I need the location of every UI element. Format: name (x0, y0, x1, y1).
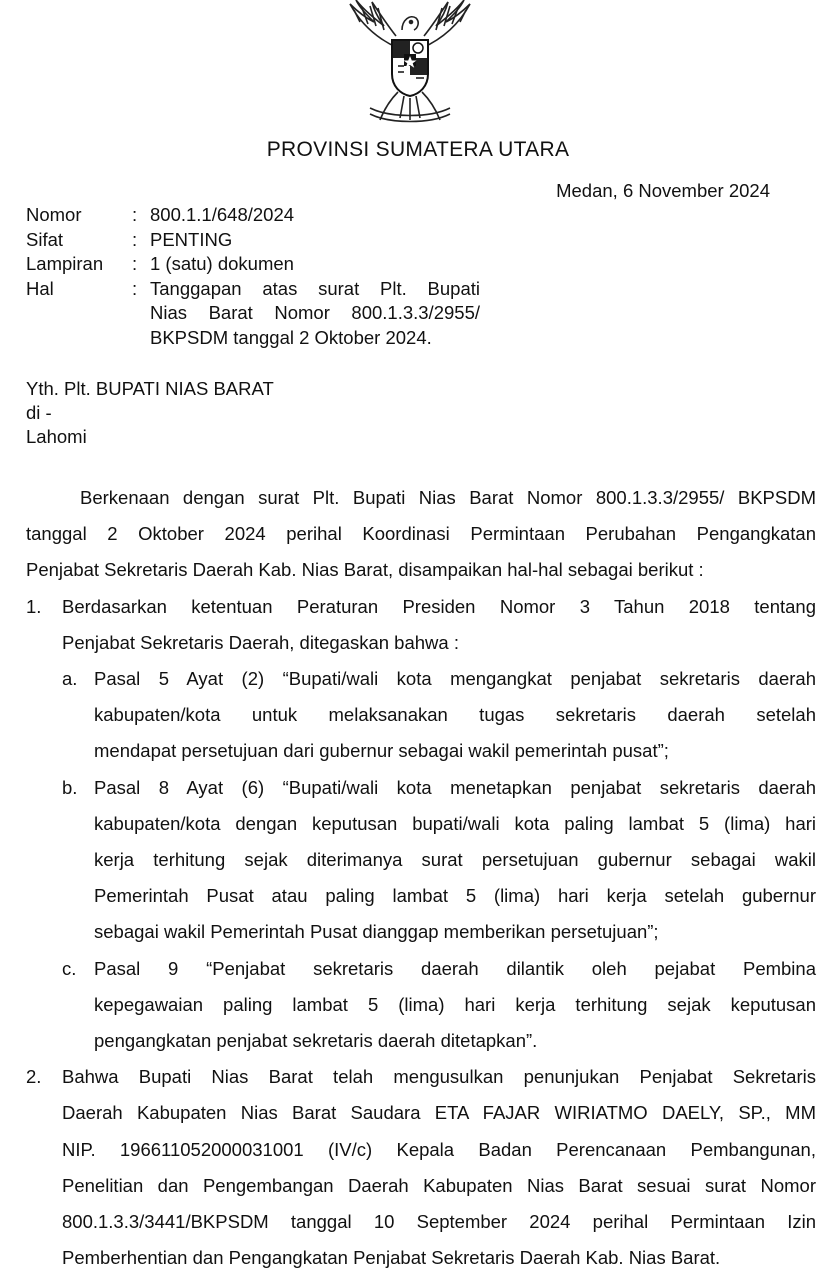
sub-line: Pasal 5 Ayat (2) “Bupati/wali kota mengangkat penjabat sekretaris daerah (94, 668, 816, 690)
meta-value-hal (150, 277, 480, 351)
item-line: 800.1.3.3/3441/BKPSDM tanggal 10 September 2024 perihal Permintaan Izin (62, 1211, 816, 1233)
meta-label-nomor: Nomor (26, 204, 82, 225)
list-marker: 2. (26, 1066, 42, 1088)
sub-line: sebagai wakil Pemerintah Pusat dianggap memberikan persetujuan”; (94, 921, 659, 943)
sub-marker: b. (62, 776, 78, 798)
item-line: Pemberhentian dan Pengangkatan Penjabat Sekretaris Daerah Kab. Nias Barat. (62, 1247, 721, 1269)
sub-item-a (62, 661, 816, 770)
meta-label-hal: Hal (26, 277, 54, 299)
list-item-1 (26, 589, 816, 1060)
list-marker: 1. (26, 595, 42, 617)
item-line: Penjabat Sekretaris Daerah, ditegaskan bahwa : (62, 631, 459, 653)
meta-value-nomor: 800.1.1/648/2024 (150, 204, 295, 225)
meta-label-lampiran: Lampiran (26, 253, 104, 274)
list-item-1-content (62, 589, 816, 1060)
letter-body (26, 480, 816, 1276)
item-line: Daerah Kabupaten Nias Barat Saudara ETA FAJAR WIRIATMO DAELY, SP., MM (62, 1102, 816, 1124)
sub-marker: a. (62, 668, 78, 690)
item-line: Berdasarkan ketentuan Peraturan Presiden Nomor 3 Tahun 2018 tentang (62, 595, 816, 617)
sub-line: kepegawaian paling lambat 5 (lima) hari kerja terhitung sejak keputusan (94, 993, 816, 1015)
addressee-di: di - (26, 402, 52, 423)
intro-paragraph (26, 480, 816, 589)
letter-meta (26, 203, 480, 350)
meta-colon: : (132, 228, 138, 250)
meta-row-sifat (26, 228, 480, 253)
sub-item-a-content (94, 661, 816, 770)
list-item-2-content (62, 1059, 816, 1276)
intro-line: Berkenaan dengan surat Plt. Bupati Nias Barat Nomor 800.1.3.3/2955/ BKPSDM (80, 487, 816, 508)
sub-item-b (62, 770, 816, 951)
sub-line: kabupaten/kota untuk melaksanakan tugas sekretaris daerah setelah (94, 704, 816, 726)
list-item-2 (26, 1059, 816, 1276)
sub-line: Pasal 8 Ayat (6) “Bupati/wali kota menetapkan penjabat sekretaris daerah (94, 776, 816, 798)
meta-row-nomor (26, 203, 480, 228)
hal-line: BKPSDM tanggal 2 Oktober 2024. (150, 326, 432, 348)
sub-item-c (62, 951, 816, 1060)
item-line: Bahwa Bupati Nias Barat telah mengusulkan penunjukan Penjabat Sekretaris (62, 1066, 816, 1088)
item-line: NIP. 196611052000031001 (IV/c) Kepala Badan Perencanaan Pembangunan, (62, 1138, 816, 1160)
intro-line: Penjabat Sekretaris Daerah Kab. Nias Barat, disampaikan hal-hal sebagai berikut : (26, 559, 704, 581)
sub-line: kerja terhitung sejak diterimanya surat persetujuan gubernur sebagai wakil (94, 849, 816, 871)
sub-line: kabupaten/kota dengan keputusan bupati/wali kota paling lambat 5 (lima) hari (94, 812, 816, 834)
meta-value-lampiran: 1 (satu) dokumen (150, 253, 294, 274)
meta-label-sifat: Sifat (26, 228, 64, 250)
addressee-name: Yth. Plt. BUPATI NIAS BARAT (26, 378, 274, 399)
addressee-block (26, 377, 274, 449)
sub-marker: c. (62, 957, 77, 979)
meta-row-lampiran (26, 252, 480, 277)
sub-line: Pemerintah Pusat atau paling lambat 5 (lima) hari kerja setelah gubernur (94, 885, 816, 907)
letter-date: Medan, 6 November 2024 (556, 180, 770, 201)
sub-line: mendapat persetujuan dari gubernur sebagai wakil pemerintah pusat”; (94, 740, 669, 762)
meta-row-hal (26, 277, 480, 351)
province-heading: PROVINSI SUMATERA UTARA (266, 138, 570, 161)
sub-line: Pasal 9 “Penjabat sekretaris daerah dilantik oleh pejabat Pembina (94, 957, 816, 979)
meta-value-sifat: PENTING (150, 228, 233, 250)
hal-line: Tanggapan atas surat Plt. Bupati (150, 277, 480, 299)
addressee-place: Lahomi (26, 426, 87, 447)
intro-line: tanggal 2 Oktober 2024 perihal Koordinasi Permintaan Perubahan Pengangkatan (26, 523, 816, 545)
sub-item-b-content (94, 770, 816, 951)
item-line: Penelitian dan Pengembangan Daerah Kabupaten Nias Barat sesuai surat Nomor (62, 1174, 816, 1196)
hal-line: Nias Barat Nomor 800.1.3.3/2955/ (150, 302, 480, 323)
sub-item-c-content (94, 951, 816, 1060)
meta-colon: : (132, 277, 138, 299)
meta-colon: : (132, 253, 138, 274)
meta-colon: : (132, 204, 138, 225)
sub-line: pengangkatan penjabat sekretaris daerah ditetapkan”. (94, 1030, 538, 1052)
garuda-emblem-icon (340, 0, 480, 125)
